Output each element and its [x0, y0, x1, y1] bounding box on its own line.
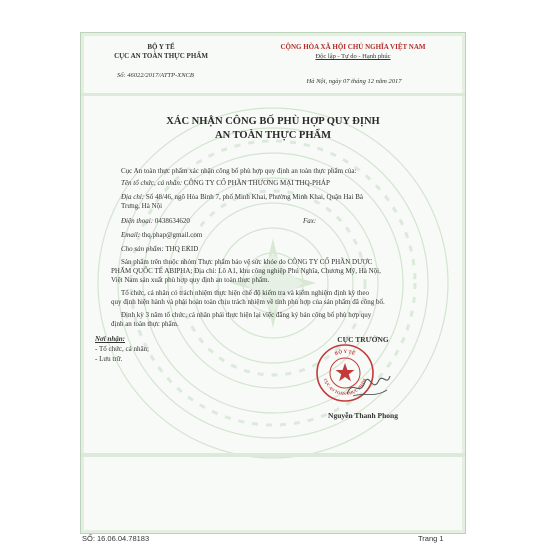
- email-row: [121, 231, 202, 240]
- paragraph1-line3: Việt Nam sản xuất phù hợp quy định an toàn thực phẩm.: [111, 276, 270, 284]
- product-value: THQ EKID: [165, 245, 199, 253]
- phone-row: [121, 217, 190, 226]
- paragraph3-line2: định an toàn thực phẩm.: [111, 320, 179, 328]
- email-value: thq.phap@gmail.com: [141, 231, 203, 239]
- address-value: Số 48/46, ngõ Hòa Bình 7, phố Minh Khai, Phường Minh Khai, Quận Hai Bà: [145, 193, 363, 201]
- serial-number: SỐ: 16.06.04.78183: [82, 534, 150, 543]
- document-title-line2: AN TOÀN THỰC PHẨM: [215, 130, 331, 141]
- paragraph1-line1: Sản phẩm trên thuộc nhóm Thực phẩm bảo vệ sức khỏe do CÔNG TY CỔ PHẦN DƯỢC: [121, 258, 373, 266]
- intro-text: Cục An toàn thực phẩm xác nhận công bố phù hợp quy định an toàn thực phẩm của:: [121, 167, 357, 175]
- address-continued: Trưng, Hà Nội: [121, 202, 163, 210]
- signer-position: CỤC TRƯỞNG: [337, 335, 389, 344]
- svg-text:BỘ Y TẾ: [334, 349, 356, 357]
- paragraph1-line2: PHẨM QUỐC TẾ ABIPHA; Địa chỉ: Lô A1, khu công nghiệp Phú Nghĩa, Chương Mỹ, Hà Nội,: [111, 267, 381, 275]
- email-label: Email:: [121, 231, 141, 239]
- document-number: Số: 46022/2017/ATTP-XNCB: [117, 72, 194, 79]
- org-label: Tên tổ chức, cá nhân:: [121, 179, 183, 187]
- product-row: [121, 245, 198, 254]
- ministry-name: BỘ Y TẾ: [147, 43, 175, 51]
- recipient-1: - Tổ chức, cá nhân;: [95, 345, 150, 353]
- country-name: CỘNG HÒA XÃ HỘI CHỦ NGHĨA VIỆT NAM: [280, 43, 426, 51]
- seal-bottom-text: CỤC AN TOÀN THỰC PHẨM: [322, 377, 368, 397]
- page-number: Trang 1: [418, 534, 444, 543]
- phone-value: 0438634620: [154, 217, 190, 225]
- paragraph2-line2: quy định hiện hành và phải hoàn toàn chịu trách nhiệm về tính phù hợp của sản phẩm đã công bố.: [111, 298, 385, 306]
- certificate-sheet: [80, 32, 466, 534]
- paragraph2-line1: Tổ chức, cá nhân có trách nhiệm thực hiện chế độ kiểm tra và kiểm nghiệm định kỳ theo: [121, 289, 370, 297]
- national-motto: Độc lập - Tự do - Hạnh phúc: [315, 53, 391, 60]
- org-row: [121, 179, 330, 188]
- document-title-line1: XÁC NHẬN CÔNG BỐ PHÙ HỢP QUY ĐỊNH: [166, 116, 380, 127]
- place-and-date: Hà Nội, ngày 07 tháng 12 năm 2017: [306, 78, 402, 85]
- paragraph3-line1: Định kỳ 3 năm tổ chức, cá nhân phải thực hiện lại việc đăng ký bản công bố phù hợp quy: [121, 311, 372, 319]
- recipients-label: Nơi nhận:: [95, 335, 126, 343]
- address-row: [121, 193, 363, 202]
- phone-label: Điện thoại:: [121, 217, 154, 225]
- handwritten-signature: [343, 368, 393, 404]
- product-label: Cho sản phẩm:: [121, 245, 164, 253]
- seal-top-text: BỘ Y TẾ: [334, 349, 356, 358]
- fax-label: Fax:: [303, 217, 317, 225]
- signer-name: Nguyễn Thanh Phong: [328, 411, 398, 420]
- org-value: CÔNG TY CỔ PHẦN THƯƠNG MẠI THQ-PHÁP: [183, 179, 330, 187]
- recipient-2: - Lưu trữ.: [95, 355, 123, 363]
- address-label: Địa chỉ:: [121, 193, 145, 201]
- agency-name: CỤC AN TOÀN THỰC PHẨM: [114, 52, 208, 60]
